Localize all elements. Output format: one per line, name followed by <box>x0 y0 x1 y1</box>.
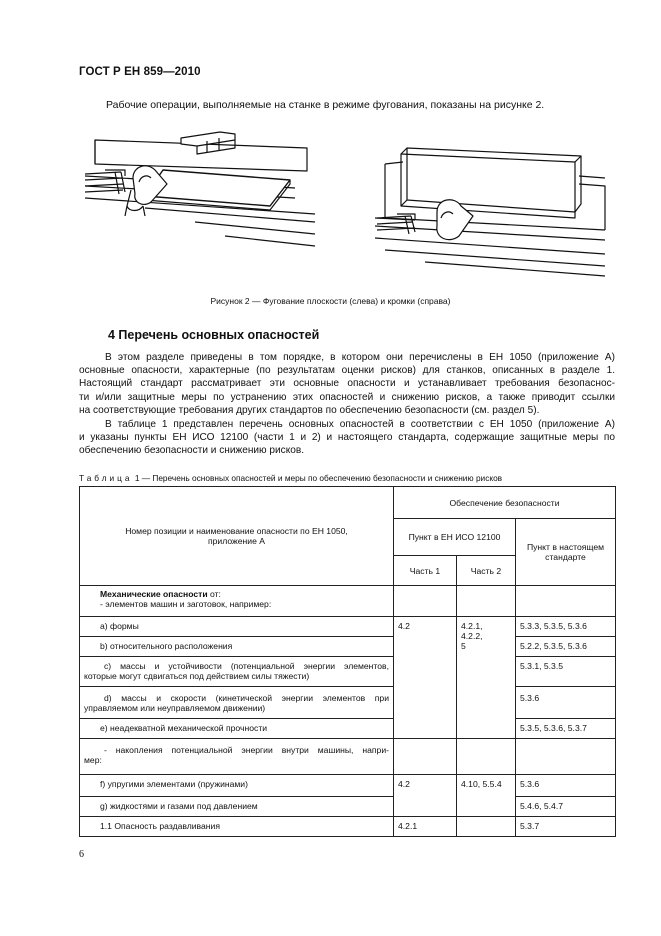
section-title: 4 Перечень основных опасностей <box>108 328 320 342</box>
group-part2-line: 4.2.1, <box>461 621 483 631</box>
cell-group-part1: 4.2 <box>394 617 457 739</box>
cell-a-std: 5.3.3, 5.3.5, 5.3.6 <box>516 617 616 637</box>
paragraph-line: и указаны пункты ЕН ИСО 12100 (части 1 и 2) и настоящего стандарта, содержащие защитные меры по <box>79 432 615 444</box>
table-caption-word: Таблица <box>79 473 133 483</box>
table-caption <box>79 473 502 483</box>
mechanical-from: от: <box>207 589 221 599</box>
page-number: 6 <box>79 849 84 860</box>
row-c <box>80 657 394 687</box>
row-accumulation-line-1: - накопления потенциальной энергии внутри машины, напри- <box>104 745 389 755</box>
edge-jointing-drawing <box>375 148 605 276</box>
paragraph-line: Настоящий стандарт рассматривает эти основные опасности и устанавливает требования безопаснос- <box>79 378 615 390</box>
cell-group-part2 <box>457 617 516 739</box>
row-f: f) упругими элементами (пружинами) <box>80 775 394 797</box>
header-this-standard: Пункт в настоящем стандарте <box>516 519 616 586</box>
header-hazard-column <box>80 487 394 586</box>
cell-crushing-part1: 4.2.1 <box>394 817 457 837</box>
cell-empty <box>516 586 616 617</box>
row-d <box>80 687 394 719</box>
jointing-figure <box>85 126 615 286</box>
cell-f-part2: 4.10, 5.5.4 <box>457 775 516 817</box>
row-c-line-1: с) массы и устойчивости (потенциальной энергии элементов, <box>104 661 389 671</box>
row-accumulation <box>80 739 394 775</box>
paragraph-line: обеспечению безопасности и снижению рисков. <box>79 445 305 457</box>
cell-c-std: 5.3.1, 5.3.5 <box>516 657 616 687</box>
row-a: а) формы <box>80 617 394 637</box>
header-hazard-label: Номер позиции и наименование опасности по ЕН 1050, приложение А <box>125 526 348 546</box>
row-d-line-2: управляемом или неуправляемом движении) <box>84 703 266 713</box>
cell-empty <box>457 817 516 837</box>
cell-empty <box>457 739 516 775</box>
paragraph-line: основные опасности, характерные (по результатам оценки рисков) для станков, описанных в разделе 1. <box>79 365 615 377</box>
document-code: ГОСТ Р ЕН 859—2010 <box>79 66 201 78</box>
row-d-line-1: d) массы и скорости (кинетической энергии элементов при <box>104 693 389 703</box>
cell-empty <box>457 586 516 617</box>
section-paragraph-1 <box>79 351 615 417</box>
cell-empty <box>394 586 457 617</box>
cell-b-std: 5.2.2, 5.3.5, 5.3.6 <box>516 637 616 657</box>
mechanical-subtitle: - элементов машин и заготовок, например: <box>100 599 272 609</box>
paragraph-line: В этом разделе приведены в том порядке, в котором они перечислены в ЕН 1050 (приложение А) <box>105 352 615 363</box>
cell-f-std: 5.3.6 <box>516 775 616 797</box>
paragraph-line: ти и/или защитные меры по устранению этих опасностей и снижению рисков, а также приводит ссылки <box>79 391 615 403</box>
cell-g-std: 5.4.6, 5.4.7 <box>516 797 616 817</box>
paragraph-line: на соответствующие требования других стандартов по обеспечению безопасности (см. раздел 5). <box>79 404 540 416</box>
paragraph-line: В таблице 1 представлен перечень основных опасностей в соответствии с ЕН 1050 (приложение А) <box>105 419 615 430</box>
cell-e-std: 5.3.5, 5.3.6, 5.3.7 <box>516 719 616 739</box>
header-part-2: Часть 2 <box>457 556 516 586</box>
row-crushing: 1.1 Опасность раздавливания <box>80 817 394 837</box>
cell-f-part1: 4.2 <box>394 775 457 817</box>
figure-caption: Рисунок 2 — Фугование плоскости (слева) и кромки (справа) <box>210 296 451 306</box>
face-jointing-drawing <box>85 132 315 246</box>
cell-empty <box>516 739 616 775</box>
cell-d-std: 5.3.6 <box>516 687 616 719</box>
cell-crushing-std: 5.3.7 <box>516 817 616 837</box>
header-part-1: Часть 1 <box>394 556 457 586</box>
row-c-line-2: которые могут сдвигаться под действием силы тяжести) <box>84 671 310 681</box>
mechanical-title: Механические опасности <box>100 589 208 599</box>
group-part2-line: 4.2.2, <box>461 631 483 641</box>
header-safety: Обеспечение безопасности <box>394 487 616 519</box>
cell-empty <box>394 739 457 775</box>
row-mechanical-hazards <box>80 586 394 617</box>
row-e: е) неадекватной механической прочности <box>80 719 394 739</box>
table-caption-text: 1 — Перечень основных опасностей и меры по обеспечению безопасности и снижению рисков <box>132 473 503 483</box>
intro-paragraph: Рабочие операции, выполняемые на станке в режиме фугования, показаны на рисунке 2. <box>106 99 545 111</box>
group-part2-line: 5 <box>461 641 466 651</box>
hazards-table <box>79 486 616 837</box>
row-b: b) относительного расположения <box>80 637 394 657</box>
row-accumulation-line-2: мер: <box>84 755 102 765</box>
section-paragraph-2 <box>79 418 615 458</box>
header-iso-12100: Пункт в ЕН ИСО 12100 <box>394 519 516 556</box>
row-g: g) жидкостями и газами под давлением <box>80 797 394 817</box>
